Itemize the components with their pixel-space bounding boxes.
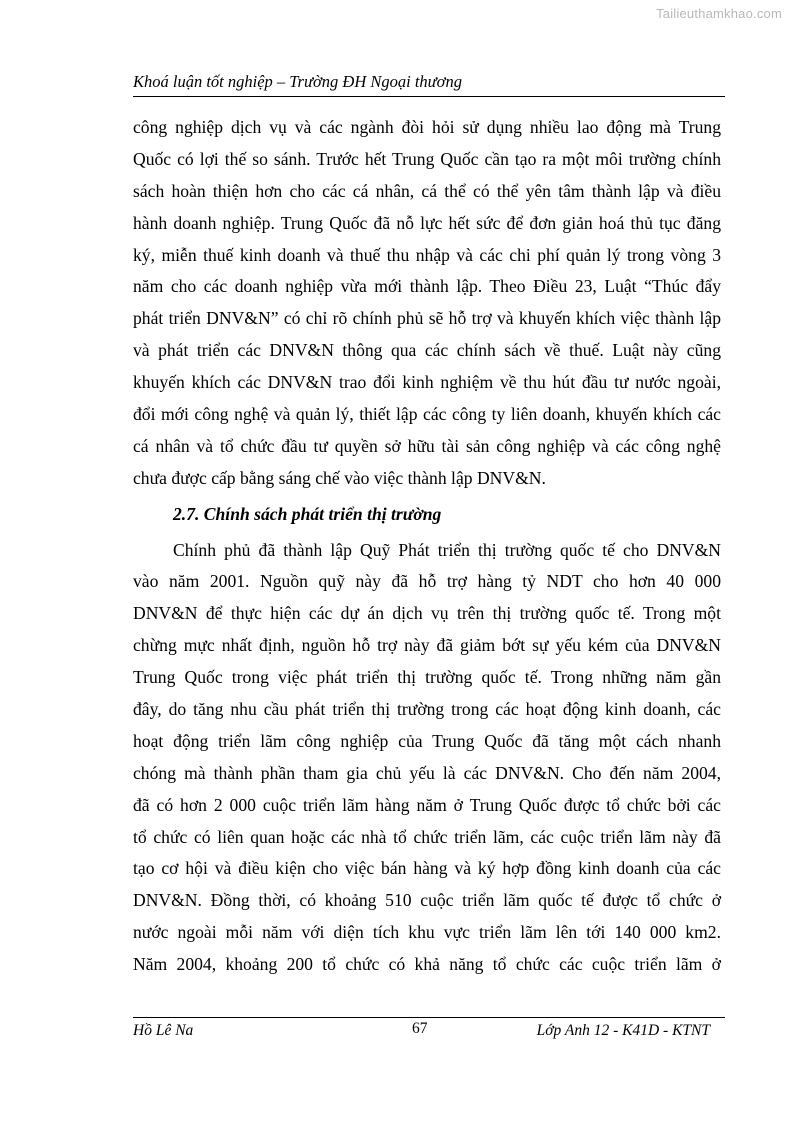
text-line: chưa được cấp bằng sáng chế vào việc thành lập DNV&N. (133, 467, 546, 488)
paragraph-2 (133, 535, 721, 981)
text-line: năm cho các doanh nghiệp vừa mới thành lập. Theo Điều 23, Luật “Thúc đẩy (133, 276, 721, 297)
text-line: và phát triển các DNV&N thông qua các chính sách về thuế. Luật này cũng (133, 340, 721, 361)
text-line: chừng mực nhất định, nguồn hỗ trợ này đã giảm bớt sự yếu kém của DNV&N (133, 635, 721, 656)
text-line: đã có hơn 2 000 cuộc triển lãm hàng năm ở Trung Quốc được tổ chức bởi các (133, 794, 721, 815)
text-line: chóng mà thành phần tham gia chủ yếu là các DNV&N. Cho đến năm 2004, (133, 762, 721, 783)
text-line: ký, miễn thuế kinh doanh và thuế thu nhập và các chi phí quản lý trong vòng 3 (133, 244, 721, 265)
text-line: sách hoàn thiện hơn cho các cá nhân, cá thể có thể yên tâm thành lập và điều (133, 180, 721, 201)
text-line: đây, do tăng nhu cầu phát triển thị trường trong các hoạt động kinh doanh, các (133, 699, 721, 720)
text-line: Chính phủ đã thành lập Quỹ Phát triển thị trường quốc tế cho DNV&N (173, 539, 721, 560)
text-line: công nghiệp dịch vụ và các ngành đòi hỏi sử dụng nhiều lao động mà Trung (133, 117, 721, 137)
watermark-text: Tailieuthamkhao.com (656, 6, 782, 21)
footer-author: Hồ Lê Na (133, 1022, 194, 1039)
text-line: Quốc có lợi thế so sánh. Trước hết Trung Quốc cần tạo ra một môi trường chính (133, 148, 721, 169)
text-line: tạo cơ hội và điều kiện cho việc bán hàng và ký hợp đồng kinh doanh của các (133, 858, 721, 879)
section-heading: 2.7. Chính sách phát triển thị trường (173, 503, 442, 524)
text-line: đổi mới công nghệ và quản lý, thiết lập các công ty liên doanh, khuyến khích các (133, 404, 721, 425)
text-line: hoạt động triển lãm công nghiệp của Trung Quốc đã tăng một cách nhanh (133, 730, 721, 751)
footer-class-info: Lớp Anh 12 - K41D - KTNT (536, 1022, 710, 1039)
text-line: cá nhân và tổ chức đầu tư quyền sở hữu tài sản công nghiệp và các công nghệ (133, 435, 721, 456)
text-line: DNV&N. Đồng thời, có khoảng 510 cuộc triển lãm quốc tế được tổ chức ở (133, 890, 721, 911)
text-line: DNV&N để thực hiện các dự án dịch vụ trên thị trường quốc tế. Trong một (133, 603, 721, 624)
text-line: nước ngoài mỗi năm với diện tích khu vực triển lãm lên tới 140 000 km2. (133, 922, 721, 943)
text-line: vào năm 2001. Nguồn quỹ này đã hỗ trợ hàng tỷ NDT cho hơn 40 000 (133, 571, 721, 592)
paragraph-1 (133, 112, 721, 495)
page-number: 67 (412, 1020, 428, 1037)
page-header: Khoá luận tốt nghiệp – Trường ĐH Ngoại thương (133, 72, 725, 97)
text-line: khuyến khích các DNV&N trao đổi kinh nghiệm về thu hút đầu tư nước ngoài, (133, 372, 721, 393)
text-line: tổ chức có liên quan hoặc các nhà tổ chức triển lãm, các cuộc triển lãm này đã (133, 826, 721, 847)
footer-divider (133, 1017, 725, 1018)
text-line: hành doanh nghiệp. Trung Quốc đã nỗ lực hết sức để đơn giản hoá thủ tục đăng (133, 212, 721, 233)
text-line: Năm 2004, khoảng 200 tổ chức có khả năng tổ chức các cuộc triển lãm ở (133, 954, 721, 975)
text-line: Trung Quốc trong việc phát triển thị trường quốc tế. Trong những năm gần (133, 667, 721, 688)
page-body (133, 112, 721, 981)
text-line: phát triển DNV&N” có chỉ rõ chính phủ sẽ hỗ trợ và khuyến khích việc thành lập (133, 308, 721, 329)
